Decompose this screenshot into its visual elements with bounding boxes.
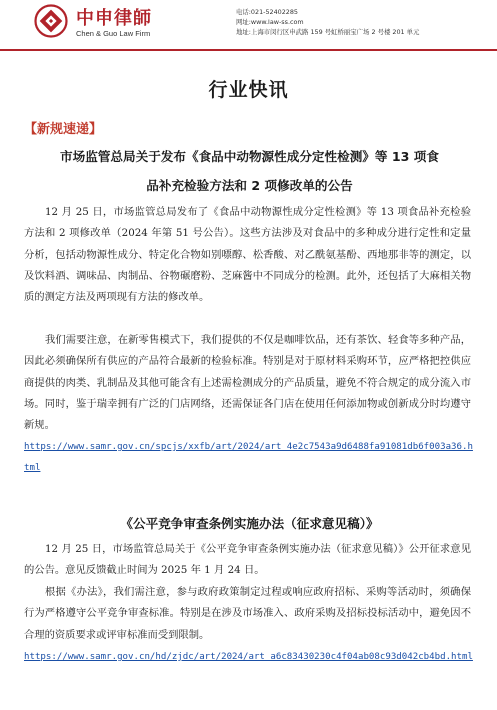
section-tag: 【新规速递】 <box>24 122 103 137</box>
article1-title <box>22 142 477 200</box>
article1-title-line2: 品补充检验方法和 2 项修改单的公告 <box>146 178 353 193</box>
article1-paragraph-1: 12 月 25 日，市场监管总局发布了《食品中动物源性成分定性检测》等 13 项食品补充检验方法和 2 项修改单（2024 年第 51 号公告）。这些方法涉及对食品中的多种成分进行定性和定量分析，包括动物源性成分、特定化合物如别嘌醇、松香酸、对乙酰氨基酚、西地那非等的测定，以及饮料酒、调味品、肉制品、谷物碾磨粉、芝麻酱中不同成分的检测。此外，还包括了大麻相关物质的测定方法及两项现有方法的修改单。 <box>24 206 471 304</box>
article1-title-line1: 市场监管总局关于发布《食品中动物源性成分定性检测》等 13 项食 <box>60 149 439 164</box>
contact-block <box>236 7 486 37</box>
website-text: 网址:www.law-ss.com <box>236 18 304 26</box>
page-title: 行业快讯 <box>208 79 289 101</box>
article2-link[interactable]: https://www.samr.gov.cn/hd/zjdc/art/2024/art_a6c83430230c4f04ab08c93d042cb4bd.html <box>24 652 473 662</box>
address-text: 地址:上海市闵行区申武路 159 号虹桥丽宝广场 2 号楼 201 单元 <box>236 28 420 36</box>
firm-name-logotype: 中申律師 <box>76 8 152 29</box>
phone-text: 电话:021-52402285 <box>236 8 298 16</box>
article1-link[interactable]: https://www.samr.gov.cn/spcjs/xxfb/art/2024/art_4e2c7543a9d6488fa91081db6f003a36.html <box>24 442 473 473</box>
law-firm-logo-icon <box>34 4 68 38</box>
firm-name-english: Chen & Guo Law Firm <box>76 29 151 38</box>
article2-title: 《公平竞争审查条例实施办法（征求意见稿）》 <box>120 516 379 531</box>
header-divider <box>0 49 497 51</box>
article2-paragraph-1: 12 月 25 日，市场监管总局关于《公平竞争审查条例实施办法（征求意见稿）》公开征求意见的公告。意见反馈截止时间为 2025 年 1 月 24 日。 <box>24 543 471 577</box>
article1-paragraph-2: 我们需要注意，在新零售模式下，我们提供的不仅是咖啡饮品，还有茶饮、轻食等多种产品，因此必须确保所有供应的产品符合最新的检验标准。特别是对于原材料采购环节，应严格把控供应商提供的肉类、乳制品及其他可能含有上述需检测成分的产品质量，避免不符合规定的成分流入市场。同时，鉴于瑞幸拥有广泛的门店网络，还需保证各门店在使用任何添加物或创新成分时均遵守新规。 <box>24 334 471 432</box>
letterhead <box>0 0 497 52</box>
article2-paragraph-2: 根据《办法》，我们需注意，参与政府政策制定过程或响应政府招标、采购等活动时，须确保行为严格遵守公平竞争审查标准。特别是在涉及市场准入、政府采购及招标投标活动中，避免因不合理的资质要求或评审标准而受到限制。 <box>24 586 471 641</box>
